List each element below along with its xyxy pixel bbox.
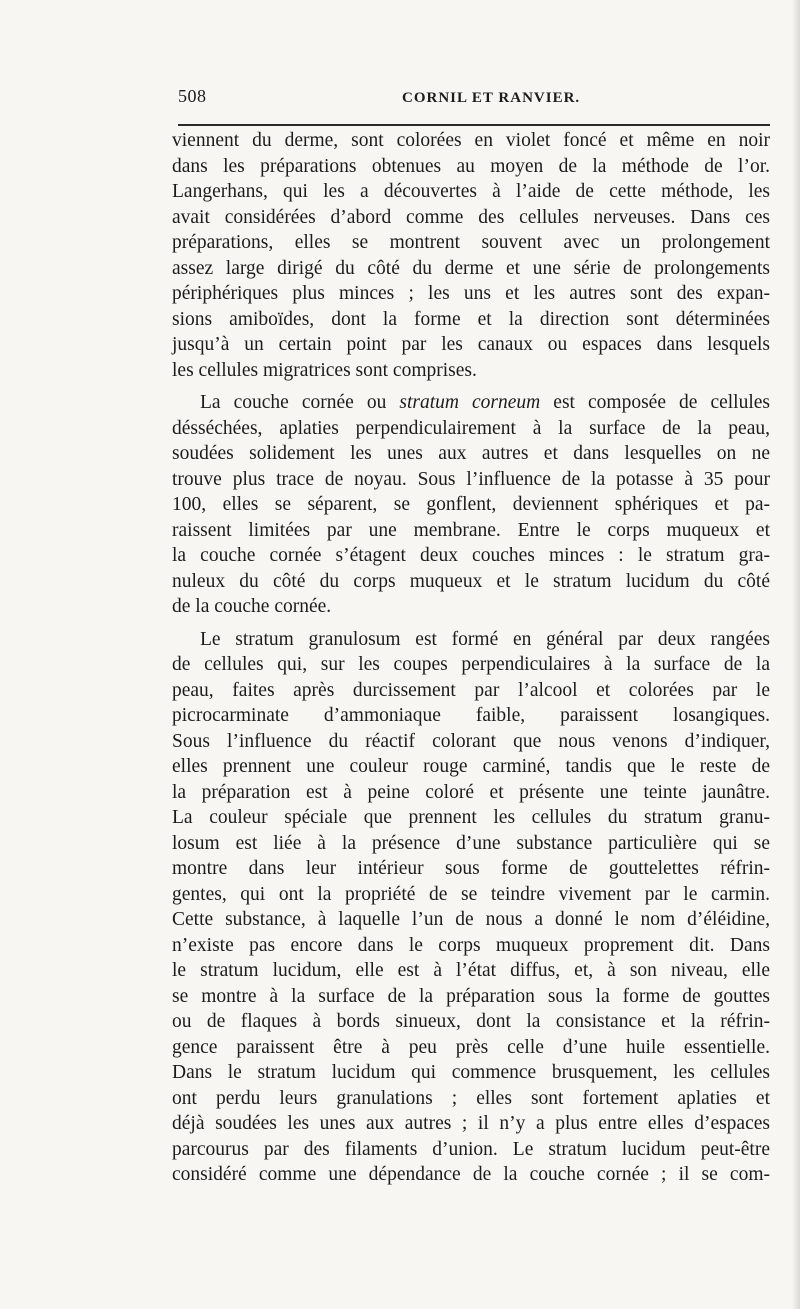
text-line: montre dans leur intérieur sous forme de gouttelettes réfrin- [172,858,770,879]
text-line: de la couche cornée. [172,596,332,617]
text-line: viennent du derme, sont colorées en violet foncé et même en noir [172,130,770,151]
text-line: périphériques plus minces ; les uns et les autres sont des expan- [172,283,770,304]
page-header [178,82,770,112]
text-line: les cellules migratrices sont comprises. [172,359,477,381]
header-rule [178,124,770,126]
text-line: la préparation est à peine coloré et présente une teinte jaunâtre. [172,781,770,803]
text-run: La couche cornée ou [200,392,400,413]
text-line: assez large dirigé du côté du derme et une série de prolongements [172,257,770,279]
paragraph-3 [172,627,770,1188]
text-line: losum est liée à la présence d’une substance particulière qui se [172,832,770,854]
text-line: considéré comme une dépendance de la couche cornée ; il se com- [172,1164,770,1185]
text-line: elles prennent une couleur rouge carminé, tandis que le reste de [172,756,770,777]
text-line: Sous l’influence du réactif colorant que nous venons d’indiquer, [172,730,770,752]
body-text [172,128,770,1188]
text-line: désséchées, aplaties perpendiculairement à la surface de la peau, [172,417,770,439]
text-line: nuleux du côté du corps muqueux et le stratum lucidum du côté [172,570,770,592]
text-line: Dans le stratum lucidum qui commence brusquement, les cellules [172,1062,770,1083]
text-line: peau, faites après durcissement par l’alcool et colorées par le [172,679,770,701]
text-line: le stratum lucidum, elle est à l’état diffus, et, à son niveau, elle [172,960,770,981]
text-line: raissent limitées par une membrane. Entre le corps muqueux et [172,519,770,541]
text-line: La couleur spéciale que prennent les cellules du stratum granu- [172,807,770,828]
text-line: jusqu’à un certain point par les canaux ou espaces dans lesquels [172,334,770,355]
page-number: 508 [178,86,207,106]
text-line: la couche cornée s’étagent deux couches minces : le stratum gra- [172,545,770,566]
text-line: 100, elles se séparent, se gonflent, deviennent sphériques et pa- [172,494,770,515]
text-line: sions amiboïdes, dont la forme et la direction sont déterminées [172,308,770,330]
text-line: avait considérées d’abord comme des cellules nerveuses. Dans ces [172,206,770,228]
text-line: Langerhans, qui les a découvertes à l’aide de cette méthode, les [172,181,770,202]
paragraph-1 [172,128,770,383]
text-line: dans les préparations obtenues au moyen de la méthode de l’or. [172,155,770,177]
text-line: picrocarminate d’ammoniaque faible, paraissent losangiques. [172,705,770,726]
text-line: Le stratum granulosum est formé en général par deux rangées [200,628,770,650]
text-run: est composée de cellules [540,392,770,413]
text-line: se montre à la surface de la préparation sous la forme de gouttes [172,985,770,1007]
text-line: soudées solidement les unes aux autres et dans lesquelles on ne [172,443,770,464]
text-line: parcourus par des filaments d’union. Le stratum lucidum peut-être [172,1138,770,1160]
italic-term: stratum corneum [399,392,541,413]
paragraph-2 [172,390,770,620]
text-line: ont perdu leurs granulations ; elles sont fortement aplaties et [172,1087,770,1109]
text-line: Cette substance, à laquelle l’un de nous a donné le nom d’éléidine, [172,909,770,930]
text-line [172,390,770,416]
text-line: trouve plus trace de noyau. Sous l’influence de la potasse à 35 pour [172,468,770,490]
text-line: déjà soudées les unes aux autres ; il n’y a plus entre elles d’espaces [172,1113,770,1134]
running-head: CORNIL ET RANVIER. [402,90,581,106]
text-line: gentes, qui ont la propriété de se teindre vivement par le carmin. [172,883,770,905]
text-line: ou de flaques à bords sinueux, dont la consistance et la réfrin- [172,1011,770,1032]
text-line: gence paraissent être à peu près celle d’une huile essentielle. [172,1036,770,1058]
text-line: préparations, elles se montrent souvent avec un prolongement [172,232,770,253]
text-line: de cellules qui, sur les coupes perpendiculaires à la surface de la [172,654,770,675]
text-line: n’existe pas encore dans le corps muqueux proprement dit. Dans [172,934,770,956]
